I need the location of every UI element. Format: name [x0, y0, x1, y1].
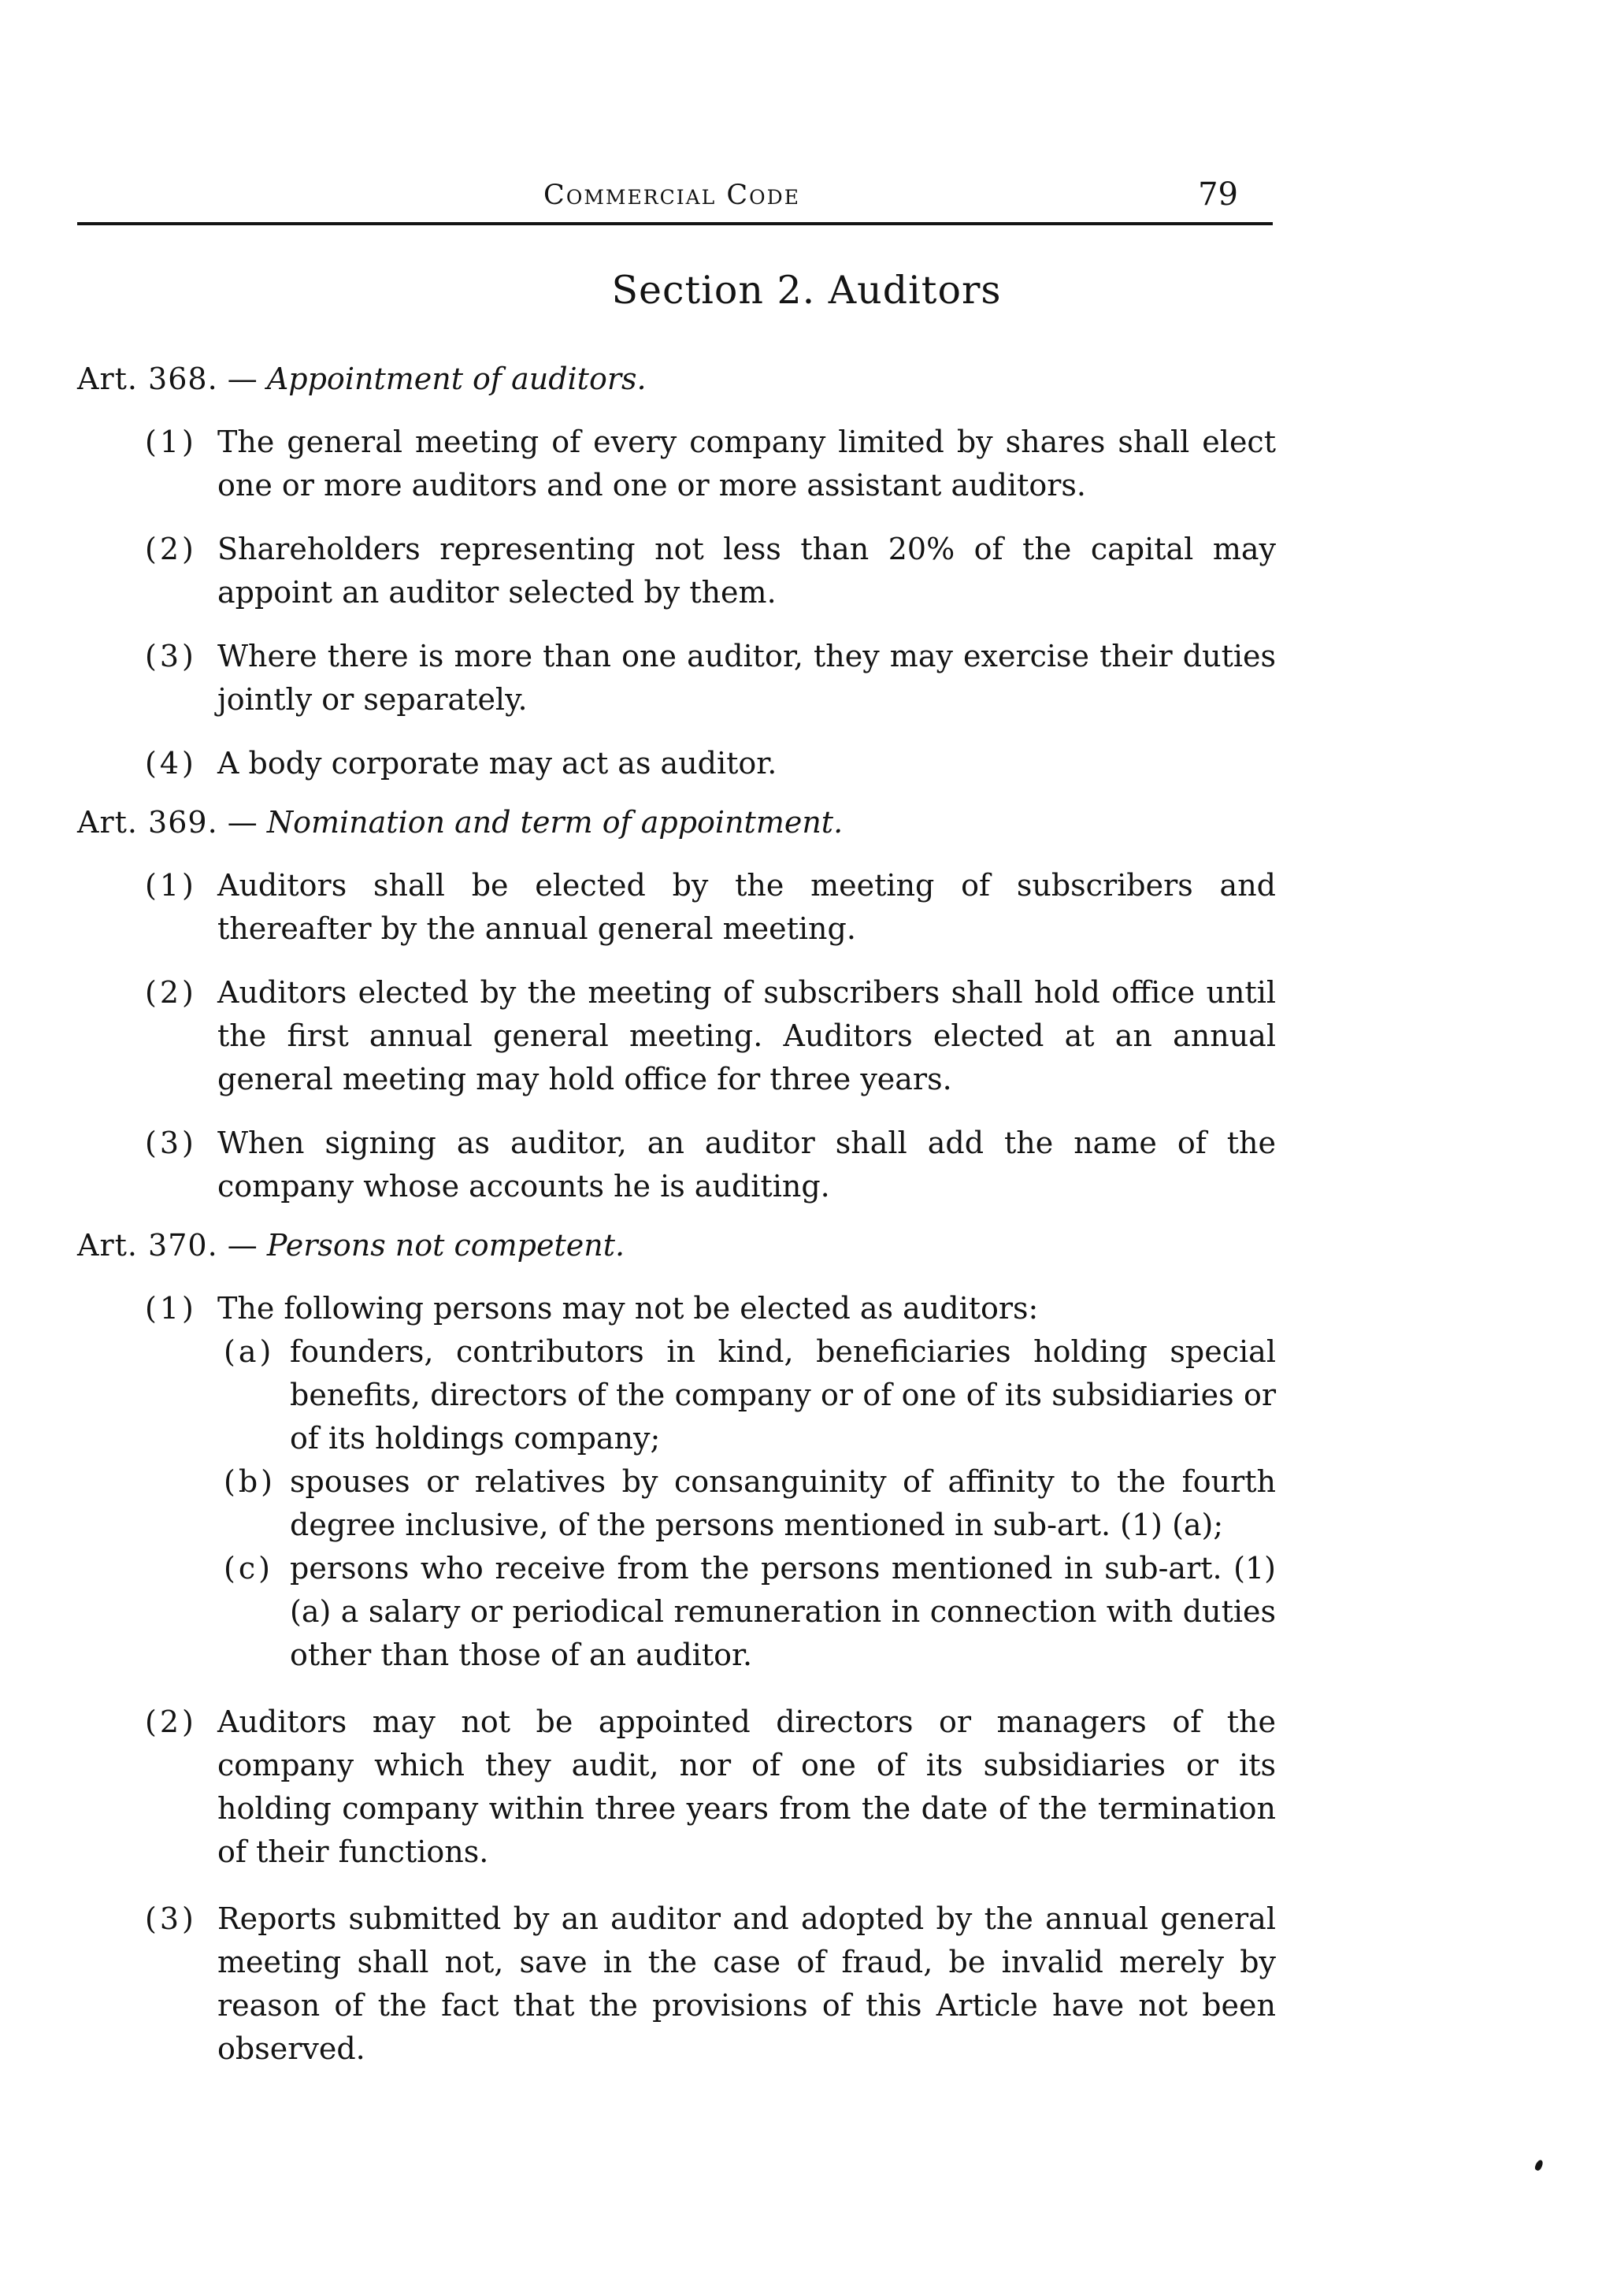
paragraph	[77, 421, 1276, 507]
paragraph-text: Shareholders representing not less than 20% of the capital may appoint an auditor selected by them.	[217, 532, 1276, 610]
paragraph	[77, 864, 1276, 951]
paragraph-text: A body corporate may act as auditor.	[217, 746, 777, 781]
paragraph-number: (3)	[145, 639, 197, 673]
paragraph-text: When signing as auditor, an auditor shall add the name of the company whose accounts he is auditing.	[217, 1126, 1276, 1204]
running-title: Commercial Code	[543, 180, 800, 211]
section-title: Section 2. Auditors	[611, 268, 1002, 313]
paragraph	[77, 1287, 1276, 1677]
list-item-marker: (a)	[224, 1334, 275, 1369]
paragraph-number: (3)	[145, 1901, 197, 1936]
paragraph	[77, 635, 1276, 721]
paragraph-number: (1)	[145, 425, 197, 459]
list-item	[217, 1547, 1276, 1677]
paragraph-number: (2)	[145, 1704, 197, 1739]
article-number: Art. 369.	[77, 805, 218, 840]
paragraph-number: (3)	[145, 1126, 197, 1160]
article-number: Art. 368.	[77, 362, 218, 396]
article-title: Appointment of auditors.	[266, 362, 647, 396]
article-dash: —	[227, 805, 258, 840]
header-rule	[77, 222, 1273, 225]
article-heading	[77, 358, 1276, 400]
paragraph-text: Auditors may not be appointed directors or managers of the company which they audit, nor of one of its subsidiaries or its holding company within three years from the date of the termination of their functions.	[217, 1704, 1276, 1869]
paragraph-text: The following persons may not be elected as auditors:	[217, 1291, 1039, 1326]
list-item-text: spouses or relatives by consanguinity of affinity to the fourth degree inclusive, of the persons mentioned in sub-art. (1) (a);	[290, 1464, 1276, 1542]
paragraph	[77, 742, 1276, 785]
ink-speck	[1533, 2159, 1544, 2172]
article-dash: —	[227, 362, 258, 396]
paragraph	[77, 1701, 1276, 1874]
list-item-marker: (c)	[224, 1551, 273, 1586]
paragraph-number: (2)	[145, 975, 197, 1010]
paragraph-number: (4)	[145, 746, 197, 781]
paragraph-text: Auditors elected by the meeting of subscribers shall hold office until the first annual general meeting. Auditors elected at an annual general meeting may hold office for three years.	[217, 975, 1276, 1096]
paragraph	[77, 971, 1276, 1101]
paragraph-text: The general meeting of every company limited by shares shall elect one or more auditors and one or more assistant auditors.	[217, 425, 1276, 503]
list-item	[217, 1460, 1276, 1547]
document-body	[77, 358, 1276, 2071]
page-number: 79	[1198, 176, 1238, 213]
running-header	[77, 173, 1273, 228]
list-item-marker: (b)	[224, 1464, 276, 1499]
list-item-text: persons who receive from the persons mentioned in sub-art. (1) (a) a salary or periodical remuneration in connection with duties other than those of an auditor.	[290, 1551, 1276, 1672]
paragraph-text: Where there is more than one auditor, they may exercise their duties jointly or separately.	[217, 639, 1276, 717]
article-title: Nomination and term of appointment.	[266, 805, 844, 840]
article-title: Persons not competent.	[266, 1228, 625, 1263]
paragraph	[77, 528, 1276, 614]
article-heading	[77, 801, 1276, 844]
paragraph-number: (1)	[145, 868, 197, 903]
paragraph-text: Auditors shall be elected by the meeting of subscribers and thereafter by the annual general meeting.	[217, 868, 1276, 946]
article-dash: —	[227, 1228, 258, 1263]
paragraph-text: Reports submitted by an auditor and adopted by the annual general meeting shall not, save in the case of fraud, be invalid merely by reason of the fact that the provisions of this Article have not been observed.	[217, 1901, 1276, 2066]
paragraph-number: (1)	[145, 1291, 197, 1326]
list-item	[217, 1330, 1276, 1460]
paragraph-number: (2)	[145, 532, 197, 566]
list-item-text: founders, contributors in kind, beneficiaries holding special benefits, directors of the company or of one of its subsidiaries or of its holdings company;	[290, 1334, 1276, 1456]
article-number: Art. 370.	[77, 1228, 218, 1263]
paragraph	[77, 1897, 1276, 2071]
paragraph	[77, 1122, 1276, 1208]
article-heading	[77, 1224, 1276, 1267]
